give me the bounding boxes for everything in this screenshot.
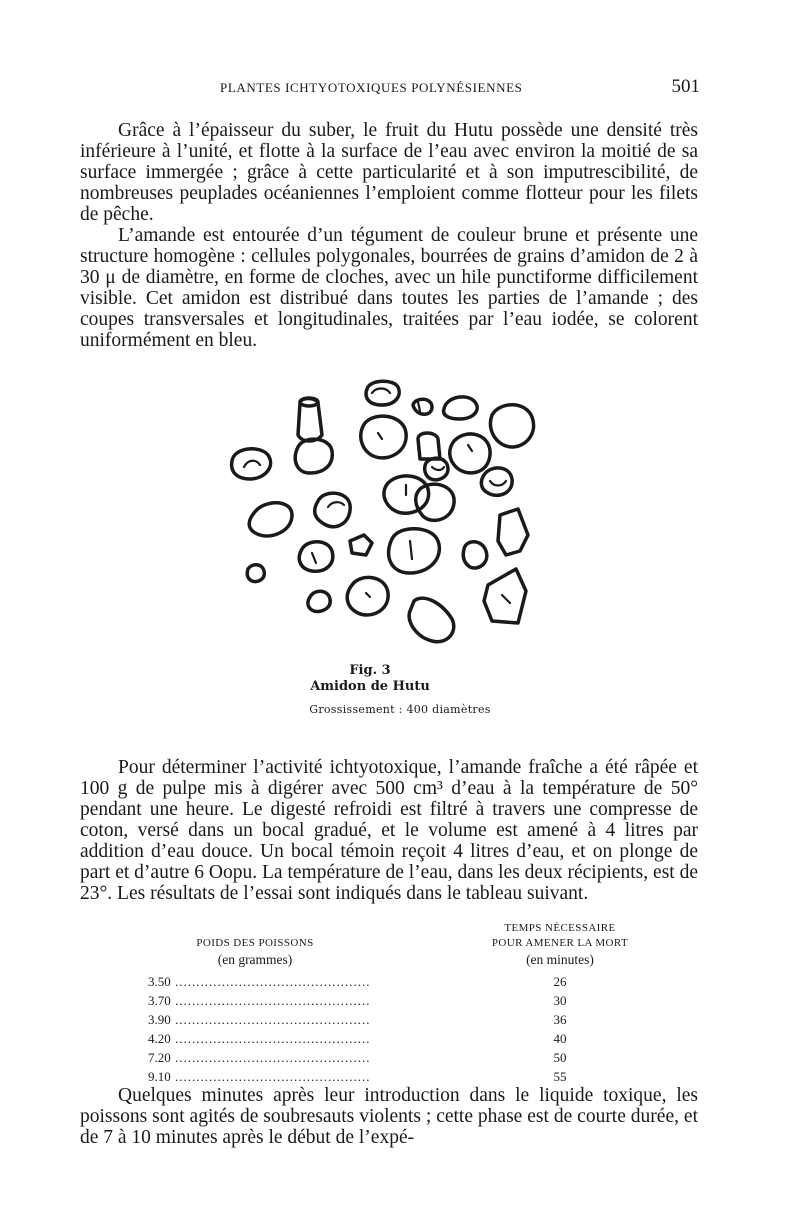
results-table (0, 918, 800, 1084)
column-header-time-unit: (en minutes) (526, 952, 594, 967)
starch-grain (498, 509, 528, 555)
column-header-time-line1: TEMPS NÉCESSAIRE (504, 922, 616, 934)
time-cell: 26 (553, 974, 567, 989)
starch-grain (315, 493, 350, 527)
starch-grain (484, 569, 526, 623)
starch-grain (347, 577, 388, 615)
paragraph-observation: Quelques minutes après leur introduction dans le liquide toxique, les poissons sont agités de soubresauts violents ; cette phase est de courte durée, et de 7 à 10 minutes après le début de l’expé- (80, 1085, 698, 1148)
paragraph-flotteur: Grâce à l’épaisseur du suber, le fruit du Hutu possède une densité très inférieure à l’unité, et flotte à la surface de l’eau avec environ la moitié de sa surface immergée ; grâce à cette particularité et à son imputrescibilité, de nombreuses peuplades océaniennes l’emploient comme flotteur pour les filets de pêche. (80, 120, 698, 225)
running-title: PLANTES ICHTYOTOXIQUES POLYNÉSIENNES (220, 80, 523, 95)
starch-grain (350, 535, 372, 555)
starch-grain (361, 416, 406, 458)
starch-grain (299, 542, 333, 572)
starch-grain (249, 503, 292, 536)
weight-cell: 9.10 ..... (148, 1069, 373, 1085)
weight-cell: 3.90 ..... (148, 1012, 373, 1028)
starch-grains-drawing (220, 375, 550, 660)
starch-grains-figure (220, 375, 550, 660)
time-cell: 50 (553, 1050, 567, 1065)
table-row (0, 974, 800, 993)
starch-grain (425, 458, 448, 480)
starch-grain (308, 591, 330, 611)
table-row (0, 1012, 800, 1031)
weight-cell: 3.70 ..... (148, 993, 373, 1009)
starch-grain (450, 434, 490, 473)
starch-grain (418, 433, 440, 459)
weight-cell: 7.20 ..... (148, 1050, 373, 1066)
starch-grain (481, 468, 512, 495)
figure-title: Amidon de Hutu (310, 679, 430, 694)
column-header-weight: POIDS DES POISSONS (196, 937, 314, 949)
starch-grain (232, 449, 271, 479)
starch-grain (295, 439, 332, 473)
starch-grain (413, 399, 432, 414)
column-header-weight-unit: (en grammes) (217, 952, 293, 967)
starch-grain (366, 381, 399, 405)
starch-grain (444, 397, 478, 419)
starch-grain (463, 542, 487, 568)
starch-grain (389, 529, 440, 573)
weight-cell: 4.20 ..... (148, 1031, 373, 1047)
paragraph-methode: Pour déterminer l’activité ichtyotoxique, l’amande fraîche a été râpée et 100 g de pulpe mis à digérer avec 500 cm³ d’eau à la température de 50° pendant une heure. Le digesté refroidi est filtré à travers une compresse de coton, versé dans un bocal gradué, et le volume est amené à 4 litres par addition d’eau douce. Un bocal témoin reçoit 4 litres d’eau, et on plonge de part et d’autre 6 Oopu. La température de l’eau, dans les deux récipients, est de 23°. Les résultats de l’essai sont indiqués dans le tableau suivant. (80, 757, 698, 904)
column-header-time-line2: POUR AMENER LA MORT (491, 937, 629, 949)
figure-number: Fig. 3 (349, 663, 391, 678)
time-cell: 30 (553, 993, 567, 1008)
starch-grain (409, 598, 454, 642)
time-cell: 40 (553, 1031, 567, 1046)
table-row (0, 1031, 800, 1050)
page-number: 501 (671, 76, 700, 97)
starch-grain (384, 476, 429, 513)
page-header (80, 78, 700, 102)
starch-grain (298, 398, 322, 441)
time-cell: 36 (553, 1012, 567, 1027)
paragraph-amande: L’amande est entourée d’un tégument de couleur brune et présente une structure homogène : cellules polygonales, bourrées de grains d’amidon de 2 à 30 μ de diamètre, en forme de cloches, avec un hile punctiforme difficilement visible. Cet amidon est distribué dans toutes les parties de l’amande ; des coupes transversales et longitudinales, traitées par l’eau iodée, se colorent uniformément en bleu. (80, 225, 698, 351)
figure-magnification: Grossissement : 400 diamètres (309, 703, 491, 716)
starch-grain (416, 484, 454, 520)
table-row (0, 1050, 800, 1069)
table-row (0, 993, 800, 1012)
starch-grain (490, 405, 533, 447)
starch-grain (247, 565, 264, 582)
weight-cell: 3.50 ..... (148, 974, 373, 990)
time-cell: 55 (553, 1069, 567, 1084)
table-body (0, 974, 800, 1088)
